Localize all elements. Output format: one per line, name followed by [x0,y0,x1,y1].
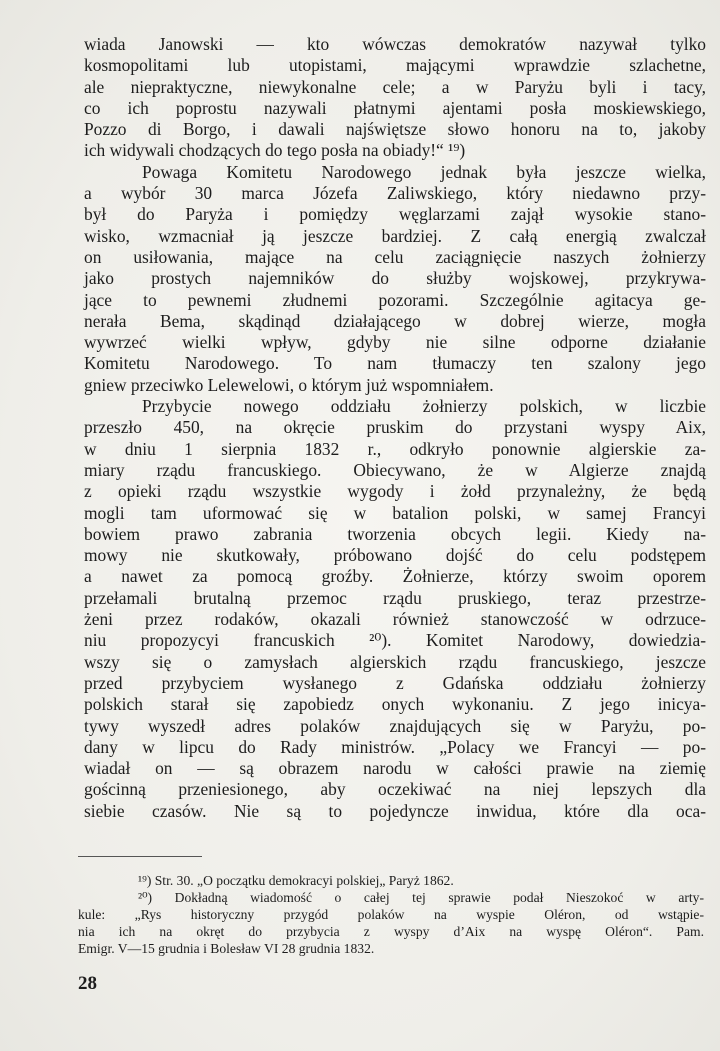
text-line: gniew przeciwko Lelewelowi, o którym już wspomniałem. [84,374,494,395]
paragraph-start-line: Przybycie nowego oddziału żołnierzy polskich, w liczbie [142,396,706,417]
footnote-line: kule: „Rys historyczny przygód polaków na wyspie Oléron, od wstąpie- [78,907,704,922]
text-line: żeni przez rodaków, okazali również stanowczość w odrzuce- [84,609,706,630]
text-line: wszy się o zamysłach algierskich rządu francuskiego, jeszcze [84,651,706,672]
text-line: co ich poprostu nazywali płatnymi ajentami posła moskiewskiego, [84,97,706,118]
text-line: dany w lipcu do Rady ministrów. „Polacy we Francyi — po- [84,736,706,757]
text-line: polskich starał się zapobiedz onych wykonaniu. Z jego inicya- [84,694,706,715]
body-text [84,34,706,822]
text-line: jące to pewnemi złudnemi pozorami. Szczególnie agitacya ge- [84,289,706,310]
text-line: on usiłowania, mające na celu zaciągnięcie naszych żołnierzy [84,246,706,267]
text-line: ich widywali chodzących do tego posła na obiady!“ ¹⁹) [84,140,466,161]
text-line: mogli tam uformować się w batalion polski, w samej Francyi [84,502,706,523]
text-line: z opieki rządu wszystkie wygody i żołd przynależny, że będą [84,481,706,502]
text-line: wiada Janowski — kto wówczas demokratów nazywał tylko [84,34,706,54]
text-line: przed przybyciem wysłanego z Gdańska oddziału żołnierzy [84,672,706,693]
text-line: miary rządu francuskiego. Obiecywano, że w Algierze znajdą [84,459,706,480]
text-line: nerała Bema, skądinąd działającego w dobrej wierze, mogła [84,310,706,331]
text-line: Komitetu Narodowego. To nam tłumaczy ten szalony jego [84,353,706,374]
text-line: przełamali brutalną przemoc rządu pruskiego, teraz przestrze- [84,587,706,608]
text-line: wywrzeć wielki wpływ, gdyby nie silne odporne działanie [84,332,706,353]
footnote-19: ¹⁹) Str. 30. „O początku demokracyi polskiej„ Paryż 1862. [138,873,454,888]
text-line: bowiem prawo zabrania tworzenia obcych legii. Kiedy na- [84,523,706,544]
footnote-line: Emigr. V—15 grudnia i Bolesław VI 28 grudnia 1832. [78,941,375,956]
text-line: wisko, wzmacniał ją jeszcze bardziej. Z całą energią zwalczał [84,225,706,246]
text-line: gościnną przeniesionego, aby oczekiwać na niej lepszych dla [84,779,706,800]
text-line: ale niepraktyczne, niewykonalne cele; a w Paryżu byli i tacy, [84,76,706,97]
text-line: kosmopolitami lub utopistami, mającymi wprawdzie szlachetne, [84,55,706,76]
text-line: mowy nie skutkowały, próbowano dojść do celu podstępem [84,545,706,566]
text-line: Pozzo di Borgo, i dawali najświętsze słowo honoru na to, jakoby [84,119,706,140]
text-line: był do Paryża i pomiędzy węglarzami zajął wysokie stano- [84,204,706,225]
text-line: a wybór 30 marca Józefa Zaliwskiego, który niedawno przy- [84,183,706,204]
text-line: w dniu 1 sierpnia 1832 r., odkryło ponownie algierskie za- [84,438,706,459]
paragraph-start-line: Powaga Komitetu Narodowego jednak była jeszcze wielka, [142,161,706,182]
text-line: niu propozycyi francuskich ²⁰). Komitet Narodowy, dowiedzia- [84,630,706,651]
footnote-20: ²⁰) Dokładną wiadomość o całej tej sprawie podał Nieszokoć w arty- [138,890,704,905]
footnotes [78,872,704,957]
text-line: siebie czasów. Nie są to pojedyncze inwidua, które dla oca- [84,800,706,821]
footnote-line: nia ich na okręt do przybycia z wyspy d’Aix na wyspę Oléron“. Pam. [78,924,704,939]
footnote-divider [78,856,202,857]
page-number: 28 [78,973,97,994]
text-line: przeszło 450, na okręcie pruskim do przystani wyspy Aix, [84,417,706,438]
text-line: jako prostych najemników do służby wojskowej, przykrywa- [84,268,706,289]
text-line: wiadał on — są obrazem narodu w całości prawie na ziemię [84,758,706,779]
text-line: tywy wyszedł adres polaków znajdujących się w Paryżu, po- [84,715,706,736]
text-line: a nawet za pomocą groźby. Żołnierze, którzy swoim oporem [84,566,706,587]
